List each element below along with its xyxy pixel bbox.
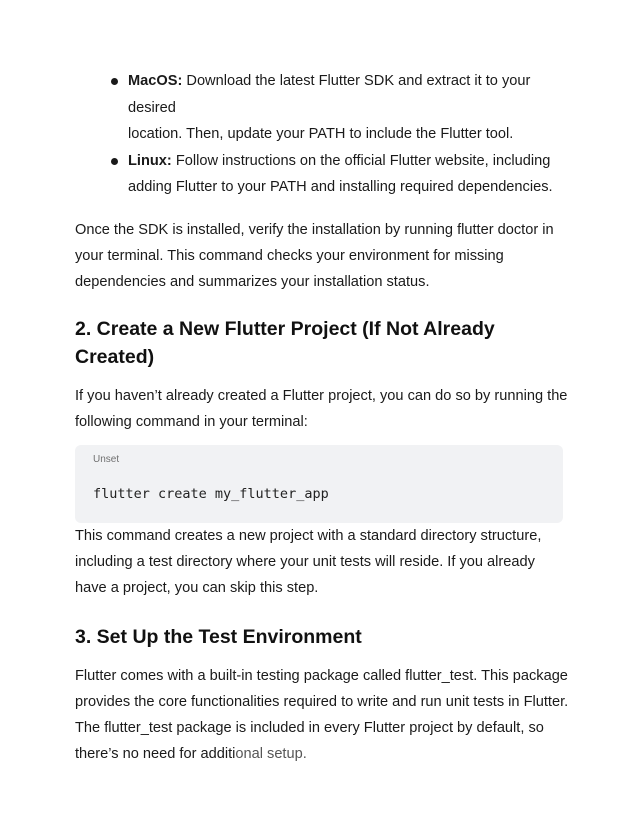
- os-install-list: [75, 68, 570, 201]
- code-language-label: Unset: [93, 453, 120, 465]
- section-2-intro: If you haven’t already created a Flutter project, you can do so by running the following command in your terminal:: [75, 387, 568, 430]
- section-2-heading: 2. Create a New Flutter Project (If Not Already Created): [75, 317, 495, 368]
- install-verify-paragraph: Once the SDK is installed, verify the installation by running flutter doctor in your terminal. This command checks your environment for missing dependencies and summarizes your installation status.: [75, 221, 554, 290]
- list-item-term: Linux:: [128, 152, 172, 169]
- section-3-text: Flutter comes with a built-in testing package called flutter_test. This package provides the core functionalities required to write and run unit tests in Flutter. The flutter_test package is included in every Flutter project by default, so there’s no need for additi: [75, 667, 569, 762]
- section-3-heading: 3. Set Up the Test Environment: [75, 625, 362, 648]
- list-item-text: Follow instructions on the official Flutter website, including: [171, 152, 551, 169]
- bullet-icon: [111, 78, 118, 85]
- list-item-text-cont: location. Then, update your PATH to include the Flutter tool.: [128, 126, 514, 142]
- list-item-linux: [75, 148, 570, 201]
- code-block[interactable]: [75, 445, 563, 523]
- list-item-text: Download the latest Flutter SDK and extract it to your desired: [128, 73, 531, 116]
- list-item-term: MacOS:: [128, 73, 183, 89]
- list-item-macos: [75, 68, 570, 148]
- section-3-text-faded: onal setup.: [235, 745, 307, 762]
- bullet-icon: [111, 158, 118, 165]
- section-2-after-paragraph: This command creates a new project with a standard directory structure, including a test directory where your unit tests will reside. If you already have a project, you can skip this step.: [75, 527, 542, 596]
- list-item-text-cont: adding Flutter to your PATH and installing required dependencies.: [128, 179, 553, 195]
- code-command[interactable]: flutter create my_flutter_app: [93, 485, 329, 502]
- document-page: [75, 68, 570, 767]
- section-3-paragraph: [75, 663, 570, 767]
